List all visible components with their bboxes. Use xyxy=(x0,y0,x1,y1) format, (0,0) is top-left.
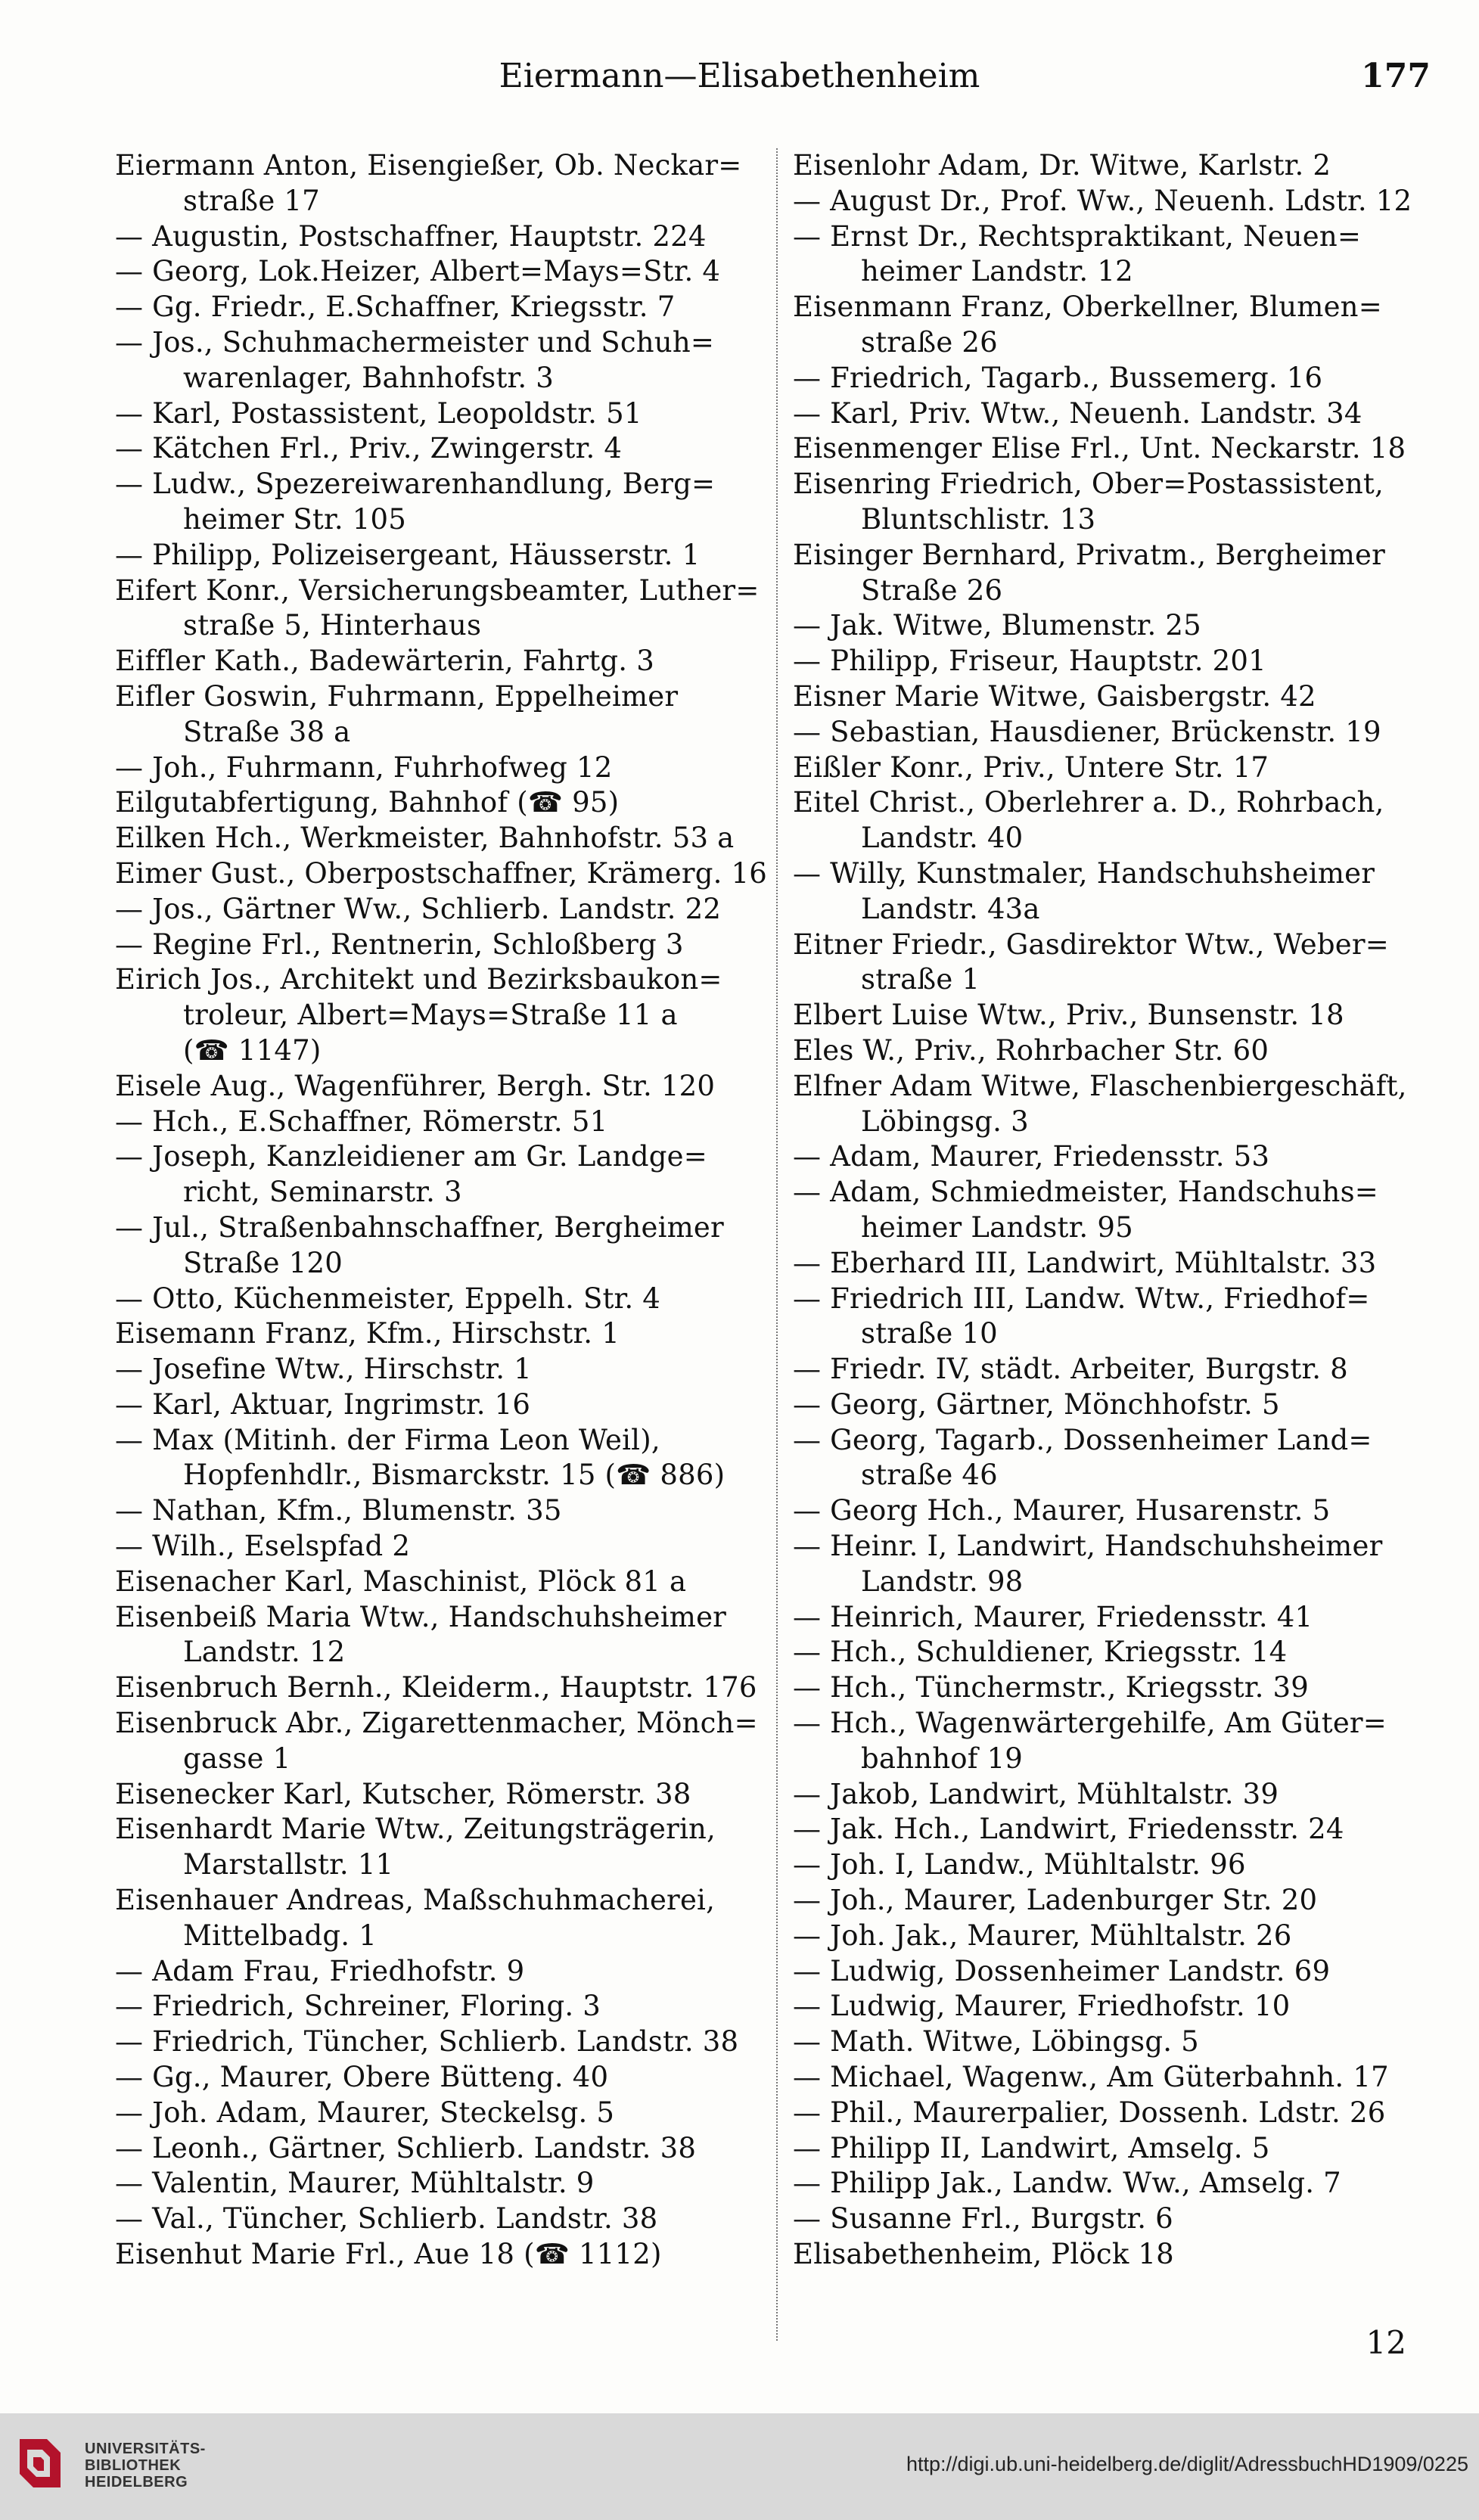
directory-entry-line: — Wilh., Eselspfad 2 xyxy=(115,1530,411,1563)
directory-entry-line: — August Dr., Prof. Ww., Neuenh. Ldstr. 12 xyxy=(793,184,1412,217)
directory-entry-line: Eifler Goswin, Fuhrmann, Eppelheimer xyxy=(115,679,679,713)
directory-entry-line: — Adam Frau, Friedhofstr. 9 xyxy=(115,1954,525,1987)
entry-continuation-line: Landstr. 43a xyxy=(861,892,1040,925)
entry-continuation-line: heimer Str. 105 xyxy=(183,502,406,536)
left-column xyxy=(115,148,796,2273)
directory-entry-line: Eitel Christ., Oberlehrer a. D., Rohrbach, xyxy=(793,786,1384,819)
directory-entry-line: Eilken Hch., Werkmeister, Bahnhofstr. 53 a xyxy=(115,822,735,855)
entry-continuation-line: troleur, Albert=Mays=Straße 11 a xyxy=(183,999,678,1032)
footer-bar xyxy=(0,2413,1479,2520)
directory-entry-line: Eisemann Franz, Kfm., Hirschstr. 1 xyxy=(115,1317,620,1350)
directory-entry-line: — Philipp II, Landwirt, Amselg. 5 xyxy=(793,2131,1270,2164)
directory-entry-line: — Val., Tüncher, Schlierb. Landstr. 38 xyxy=(115,2202,658,2236)
directory-entry-line: — Friedrich, Tagarb., Bussemerg. 16 xyxy=(793,361,1323,394)
directory-entry-line: — Hch., E.Schaffner, Römerstr. 51 xyxy=(115,1105,608,1138)
directory-entry-line: — Gg., Maurer, Obere Bütteng. 40 xyxy=(115,2061,609,2094)
entry-continuation-line: Löbingsg. 3 xyxy=(861,1105,1029,1138)
directory-entry-line: — Heinrich, Maurer, Friedensstr. 41 xyxy=(793,1600,1313,1633)
directory-entry-line: Eiermann Anton, Eisengießer, Ob. Neckar= xyxy=(115,149,742,182)
directory-entry-line: — Karl, Priv. Wtw., Neuenh. Landstr. 34 xyxy=(793,396,1362,430)
directory-entry-line: — Math. Witwe, Löbingsg. 5 xyxy=(793,2025,1199,2059)
directory-entry-line: — Georg, Lok.Heizer, Albert=Mays=Str. 4 xyxy=(115,255,721,288)
directory-entry-line: — Otto, Küchenmeister, Eppelh. Str. 4 xyxy=(115,1282,661,1315)
directory-entry-line: — Friedrich III, Landw. Wtw., Friedhof= xyxy=(793,1282,1370,1315)
entry-continuation-line: straße 26 xyxy=(861,325,998,359)
directory-entry-line: — Jos., Schuhmachermeister und Schuh= xyxy=(115,325,715,359)
directory-entry-line: Eisenlohr Adam, Dr. Witwe, Karlstr. 2 xyxy=(793,149,1331,182)
library-name-line: HEIDELBERG xyxy=(85,2474,188,2490)
entry-continuation-line: Mittelbadg. 1 xyxy=(183,1919,377,1952)
directory-entry-line: — Joh. Jak., Maurer, Mühltalstr. 26 xyxy=(793,1919,1292,1952)
directory-entry-line: — Leonh., Gärtner, Schlierb. Landstr. 38 xyxy=(115,2131,697,2164)
directory-entry-line: — Adam, Schmiedmeister, Handschuhs= xyxy=(793,1176,1378,1209)
directory-entry-line: Eisenecker Karl, Kutscher, Römerstr. 38 xyxy=(115,1777,691,1810)
directory-entry-line: Eisenring Friedrich, Ober=Postassistent, xyxy=(793,468,1384,501)
directory-entry-line: — Willy, Kunstmaler, Handschuhsheimer xyxy=(793,856,1375,890)
directory-entry-line: Eisinger Bernhard, Privatm., Bergheimer xyxy=(793,538,1386,571)
entry-continuation-line: Landstr. 40 xyxy=(861,822,1024,855)
directory-entry-line: — Jak. Witwe, Blumenstr. 25 xyxy=(793,609,1201,642)
directory-entry-line: — Ernst Dr., Rechtspraktikant, Neuen= xyxy=(793,219,1362,253)
directory-entry-line: — Hch., Schuldiener, Kriegsstr. 14 xyxy=(793,1636,1288,1669)
entry-continuation-line: straße 5, Hinterhaus xyxy=(183,609,482,642)
directory-entry-line: Eitner Friedr., Gasdirektor Wtw., Weber= xyxy=(793,928,1389,961)
directory-entry-line: Elbert Luise Wtw., Priv., Bunsenstr. 18 xyxy=(793,999,1344,1032)
directory-entry-line: — Sebastian, Hausdiener, Brückenstr. 19 xyxy=(793,715,1381,748)
entry-continuation-line: Straße 120 xyxy=(183,1246,343,1279)
directory-entry-line: — Valentin, Maurer, Mühltalstr. 9 xyxy=(115,2167,595,2200)
directory-entry-line: Eisenhauer Andreas, Maßschuhmacherei, xyxy=(115,1884,716,1917)
directory-entry-line: — Augustin, Postschaffner, Hauptstr. 224 xyxy=(115,219,707,253)
directory-entry-line: — Philipp Jak., Landw. Ww., Amselg. 7 xyxy=(793,2167,1341,2200)
directory-entry-line: Eirich Jos., Architekt und Bezirksbaukon= xyxy=(115,963,722,996)
directory-entry-line: Eiffler Kath., Badewärterin, Fahrtg. 3 xyxy=(115,645,654,678)
directory-entry-line: — Friedrich, Schreiner, Floring. 3 xyxy=(115,1990,601,2023)
entry-continuation-line: bahnhof 19 xyxy=(861,1742,1024,1775)
library-name xyxy=(85,2441,206,2490)
directory-entry-line: — Gg. Friedr., E.Schaffner, Kriegsstr. 7 xyxy=(115,291,676,324)
directory-entry-line: — Kätchen Frl., Priv., Zwingerstr. 4 xyxy=(115,432,623,465)
directory-entry-line: — Eberhard III, Landwirt, Mühltalstr. 33 xyxy=(793,1246,1377,1279)
directory-entry-line: Eisenmenger Elise Frl., Unt. Neckarstr. 18 xyxy=(793,432,1406,465)
university-logo-icon xyxy=(17,2436,64,2490)
directory-entry-line: — Karl, Aktuar, Ingrimstr. 16 xyxy=(115,1387,531,1421)
directory-entry-line: Eisner Marie Witwe, Gaisbergstr. 42 xyxy=(793,679,1316,713)
directory-entry-line: — Michael, Wagenw., Am Güterbahnh. 17 xyxy=(793,2061,1389,2094)
directory-entry-line: Eißler Konr., Priv., Untere Str. 17 xyxy=(793,750,1269,784)
library-name-line: UNIVERSITÄTS- xyxy=(85,2441,206,2457)
directory-entry-line: Eilgutabfertigung, Bahnhof (☎ 95) xyxy=(115,786,620,819)
directory-entry-line: Eisenmann Franz, Oberkellner, Blumen= xyxy=(793,291,1382,324)
directory-entry-line: — Jos., Gärtner Ww., Schlierb. Landstr. 22 xyxy=(115,892,722,925)
directory-entry-line: — Ludwig, Maurer, Friedhofstr. 10 xyxy=(793,1990,1291,2023)
entry-continuation-line: gasse 1 xyxy=(183,1742,291,1775)
directory-entry-line: — Phil., Maurerpalier, Dossenh. Ldstr. 26 xyxy=(793,2096,1386,2129)
directory-entry-line: — Joh., Maurer, Ladenburger Str. 20 xyxy=(793,1884,1318,1917)
entry-continuation-line: Landstr. 98 xyxy=(861,1565,1024,1598)
directory-entry-line: — Karl, Postassistent, Leopoldstr. 51 xyxy=(115,396,642,430)
entry-continuation-line: warenlager, Bahnhofstr. 3 xyxy=(183,361,555,394)
directory-entry-line: — Georg, Tagarb., Dossenheimer Land= xyxy=(793,1423,1372,1456)
directory-entry-line: — Philipp, Friseur, Hauptstr. 201 xyxy=(793,645,1266,678)
directory-entry-line: — Philipp, Polizeisergeant, Häusserstr. 1 xyxy=(115,538,701,571)
entry-continuation-line: richt, Seminarstr. 3 xyxy=(183,1176,462,1209)
directory-entry-line: Eles W., Priv., Rohrbacher Str. 60 xyxy=(793,1033,1269,1067)
directory-entry-line: Eisenbruch Bernh., Kleiderm., Hauptstr. 176 xyxy=(115,1671,757,1704)
directory-entry-line: — Joh. I, Landw., Mühltalstr. 96 xyxy=(793,1848,1246,1881)
directory-entry-line: — Jak. Hch., Landwirt, Friedensstr. 24 xyxy=(793,1813,1344,1846)
directory-entry-line: — Georg Hch., Maurer, Husarenstr. 5 xyxy=(793,1494,1331,1527)
directory-entry-line: — Jul., Straßenbahnschaffner, Bergheimer xyxy=(115,1210,724,1244)
directory-entry-line: — Nathan, Kfm., Blumenstr. 35 xyxy=(115,1494,562,1527)
directory-entry-line: Elisabethenheim, Plöck 18 xyxy=(793,2238,1174,2271)
directory-entry-line: — Regine Frl., Rentnerin, Schloßberg 3 xyxy=(115,928,684,961)
directory-entry-line: — Hch., Wagenwärtergehilfe, Am Güter= xyxy=(793,1707,1387,1740)
directory-entry-line: — Friedrich, Tüncher, Schlierb. Landstr. 38 xyxy=(115,2025,739,2059)
directory-entry-line: Elfner Adam Witwe, Flaschenbiergeschäft, xyxy=(793,1069,1407,1102)
running-title: Eiermann—Elisabethenheim xyxy=(499,57,980,95)
entry-continuation-line: straße 1 xyxy=(861,963,980,996)
library-name-line: BIBLIOTHEK xyxy=(85,2457,182,2474)
directory-entry-line: — Heinr. I, Landwirt, Handschuhsheimer xyxy=(793,1530,1383,1563)
directory-entry-line: Eisenhardt Marie Wtw., Zeitungsträgerin, xyxy=(115,1813,716,1846)
entry-continuation-line: Hopfenhdlr., Bismarckstr. 15 (☎ 886) xyxy=(183,1459,726,1492)
directory-entry-line: — Jakob, Landwirt, Mühltalstr. 39 xyxy=(793,1777,1279,1810)
directory-entry-line: — Georg, Gärtner, Mönchhofstr. 5 xyxy=(793,1387,1280,1421)
directory-entry-line: — Max (Mitinh. der Firma Leon Weil), xyxy=(115,1423,660,1456)
directory-entry-line: — Joh., Fuhrmann, Fuhrhofweg 12 xyxy=(115,750,613,784)
entry-continuation-line: Landstr. 12 xyxy=(183,1636,346,1669)
right-column xyxy=(793,148,1443,2273)
entry-continuation-line: Straße 26 xyxy=(861,573,1003,607)
directory-entry-line: — Ludwig, Dossenheimer Landstr. 69 xyxy=(793,1954,1331,1987)
entry-continuation-line: straße 17 xyxy=(183,184,320,217)
entry-continuation-line: heimer Landstr. 12 xyxy=(861,255,1133,288)
directory-entry-line: — Susanne Frl., Burgstr. 6 xyxy=(793,2202,1173,2236)
directory-entry-line: Eisenhut Marie Frl., Aue 18 (☎ 1112) xyxy=(115,2238,662,2271)
page-number: 177 xyxy=(1361,57,1431,95)
entry-continuation-line: (☎ 1147) xyxy=(183,1033,322,1067)
directory-entry-line: — Joh. Adam, Maurer, Steckelsg. 5 xyxy=(115,2096,615,2129)
entry-continuation-line: straße 46 xyxy=(861,1459,998,1492)
column-divider xyxy=(776,148,778,2341)
directory-entry-line: — Friedr. IV, städt. Arbeiter, Burgstr. 8 xyxy=(793,1353,1348,1386)
directory-entry-line: Eisele Aug., Wagenführer, Bergh. Str. 120 xyxy=(115,1069,716,1102)
directory-entry-line: Eifert Konr., Versicherungsbeamter, Luther= xyxy=(115,573,760,607)
directory-entry-line: Eisenacher Karl, Maschinist, Plöck 81 a xyxy=(115,1565,687,1598)
entry-continuation-line: heimer Landstr. 95 xyxy=(861,1210,1133,1244)
directory-entry-line: — Josefine Wtw., Hirschstr. 1 xyxy=(115,1353,532,1386)
running-head xyxy=(0,57,1479,102)
directory-entry-line: — Hch., Tünchermstr., Kriegsstr. 39 xyxy=(793,1671,1309,1704)
entry-continuation-line: Bluntschlistr. 13 xyxy=(861,502,1096,536)
directory-entry-line: — Adam, Maurer, Friedensstr. 53 xyxy=(793,1140,1270,1173)
directory-entry-line: Eimer Gust., Oberpostschaffner, Krämerg. 16 xyxy=(115,856,768,890)
entry-continuation-line: straße 10 xyxy=(861,1317,998,1350)
directory-entry-line: — Joseph, Kanzleidiener am Gr. Landge= xyxy=(115,1140,707,1173)
signature-mark: 12 xyxy=(1366,2324,1406,2361)
directory-entry-line: Eisenbruck Abr., Zigarettenmacher, Mönch= xyxy=(115,1707,758,1740)
directory-entry-line: — Ludw., Spezereiwarenhandlung, Berg= xyxy=(115,468,716,501)
entry-continuation-line: Marstallstr. 11 xyxy=(183,1848,394,1881)
source-url-link[interactable]: http://digi.ub.uni-heidelberg.de/diglit/AdressbuchHD1909/0225 xyxy=(906,2453,1468,2475)
entry-continuation-line: Straße 38 a xyxy=(183,715,351,748)
directory-entry-line: Eisenbeiß Maria Wtw., Handschuhsheimer xyxy=(115,1600,727,1633)
